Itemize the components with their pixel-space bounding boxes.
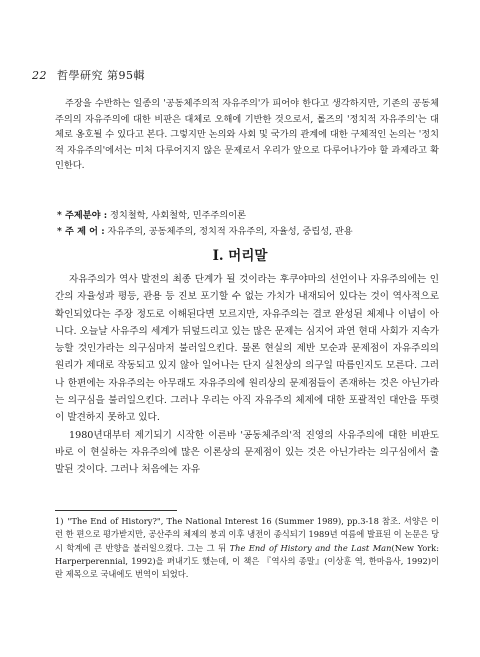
footnote [55,515,439,581]
keyword-value-field: 정치철학, 사회철학, 민주주의이론 [110,210,246,221]
page-number: 22 [32,69,47,82]
body-paragraph-1: 자유주의가 역사 발전의 최종 단계가 될 것이라는 후쿠야마의 선언이나 자유주의에는 인간의 자율성과 평등, 관용 등 진보 포기할 수 없는 가치가 내재되어 있다는 것이 역사적으로 확인되었다는 주장 정도로 이해된다면 모르지만, 자유주의는 결코 완성된 체제나 이념이 아니다. 오늘날 사유주의 세계가 뒤덮드리고 있는 많은 문제는 심지어 과연 현대 사회가 지속가능할 것인가라는 의구심마저 불러일으킨다. 물론 현실의 제반 모순과 문제점이 자유주의의 원리가 제대로 작동되고 있지 않아 일어나는 단지 실천상의 의구일 따름인지도 모른다. 그러나 한편에는 자유주의는 아무래도 자유주의에 원리상의 문제점들이 존재하는 것은 아닌가라는 의구심을 불러일으킨다. 그러나 우리는 아직 자유주의 체제에 대한 포괄적인 대안을 뚜렷이 발견하지 못하고 있다. [55,274,439,424]
footnote-text-part-1: "The End of History?", The National Interest 16 (Summer 1989), pp.3-18 참조. 서양은 이런 한 편으로 평가받지만, 공산주의 체제의 붕괴 이후 냉전이 종식되기 1989년 여름에 발표된 이 논문은 당시 학계에 큰 반향을 불러일으켰다. 그는 그 뒤 [55,516,439,553]
keyword-value-terms: 자유주의, 공동체주의, 정치적 자유주의, 자율성, 중립성, 관용 [107,225,353,237]
section-heading: I. 머리말 [212,248,268,264]
journal-title: 哲學研究 第95輯 [57,69,145,82]
footnote-divider [55,510,177,511]
running-header [32,67,145,83]
keyword-row-terms [57,224,441,240]
footnote-text-part-2: (New York: Harperperennial, 1992)을 펴내기도 했는데, 이 책은 『역사의 종말』(이상훈 역, 한마음사, 1992)이란 제목으로 국내에도 번역이 되었다. [55,542,439,580]
abstract-text: 주장을 수반하는 일종의 '공동체주의적 자유주의'가 피어야 한다고 생각하지만, 기존의 공동체주의의 자유주의에 대한 비판은 대체로 오해에 기반한 것으로서, 롤즈의 '정치적 자유주의'는 대체로 옹호될 수 있다고 본다. 그렇지만 논의와 사회 및 국가의 관계에 대한 구체적인 논의는 '정치적 자유주의'에서는 미처 다루어지지 않은 문제로서 우리가 앞으로 다루어나가야 할 과제라고 확인한다. [55,98,439,171]
footnote-marker: 1) [55,516,64,526]
body-paragraph-2: 1980년대부터 제기되기 시작한 이른바 '공동체주의'적 진영의 사유주의에 대한 비판도 바로 이 현실하는 자유주의에 많은 이론상의 문제점이 있는 것은 아닌가라는 의구심에서 출발된 것이다. 그러나 처음에는 자유 [55,429,439,476]
keywords-block [57,208,441,239]
body-text [55,271,439,479]
keyword-row-field [57,208,441,224]
keyword-label-field: * 주제분야 : [57,210,108,221]
abstract [55,96,439,174]
footnote-book-title: The End of History and the Last Man [229,542,392,553]
keyword-label-terms: * 주 제 어 : [57,225,105,237]
